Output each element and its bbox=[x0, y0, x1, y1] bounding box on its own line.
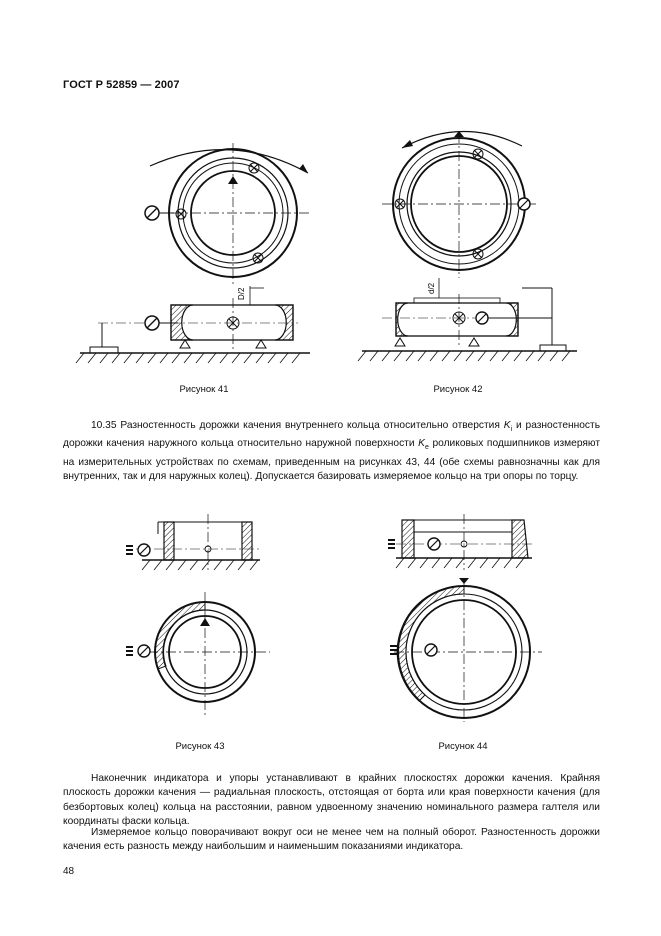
page-number: 48 bbox=[63, 866, 75, 877]
figure-41-caption: Рисунок 41 bbox=[179, 384, 229, 395]
figure-41-drawing bbox=[70, 128, 320, 380]
page-header: ГОСТ Р 52859 — 2007 bbox=[63, 79, 180, 91]
figure-44-drawing bbox=[382, 512, 552, 742]
figure-43-caption: Рисунок 43 bbox=[175, 741, 225, 752]
figure-43-drawing bbox=[110, 512, 270, 742]
dimension-label: d/2 bbox=[427, 282, 436, 294]
figure-44-caption: Рисунок 44 bbox=[438, 741, 488, 752]
figure-42-caption: Рисунок 42 bbox=[433, 384, 483, 395]
paragraph-indicator-placement: Наконечник индикатора и упоры устанавливают в крайних плоскостях дорожки качения. Крайняя плоскость дорожки качения — радиальная плоскость, отстоящая от борта или края поверхности качения (для безбортовых колец) кольца на расстоянии, равном удвоенному значению номинального размера галтеля или координаты фаски кольца. bbox=[63, 773, 600, 827]
figure-42-drawing bbox=[352, 118, 592, 380]
paragraph-measurement-rotation: Измеряемое кольцо поворачивают вокруг оси не менее чем на полный оборот. Разностенность дорожки качения есть разность между наибольшим и наименьшим показаниями индикатора. bbox=[63, 827, 600, 853]
dimension-label: D/2 bbox=[237, 287, 246, 300]
paragraph-10-35: 10.35 Разностенность дорожки качения внутреннего кольца относительно отверстия $K_i$ и разностенность дорожки качения наружного кольца относительно наружной поверхности $K_e$ роликовых подшипников измеряют на измерительных устройствах по схемам, приведенным на рисунках 43, 44 (обе схемы равнозначны как для внутренних, так и для наружных колец). Допускается базировать измеряемое кольцо на три опоры по торцу. bbox=[63, 420, 601, 482]
